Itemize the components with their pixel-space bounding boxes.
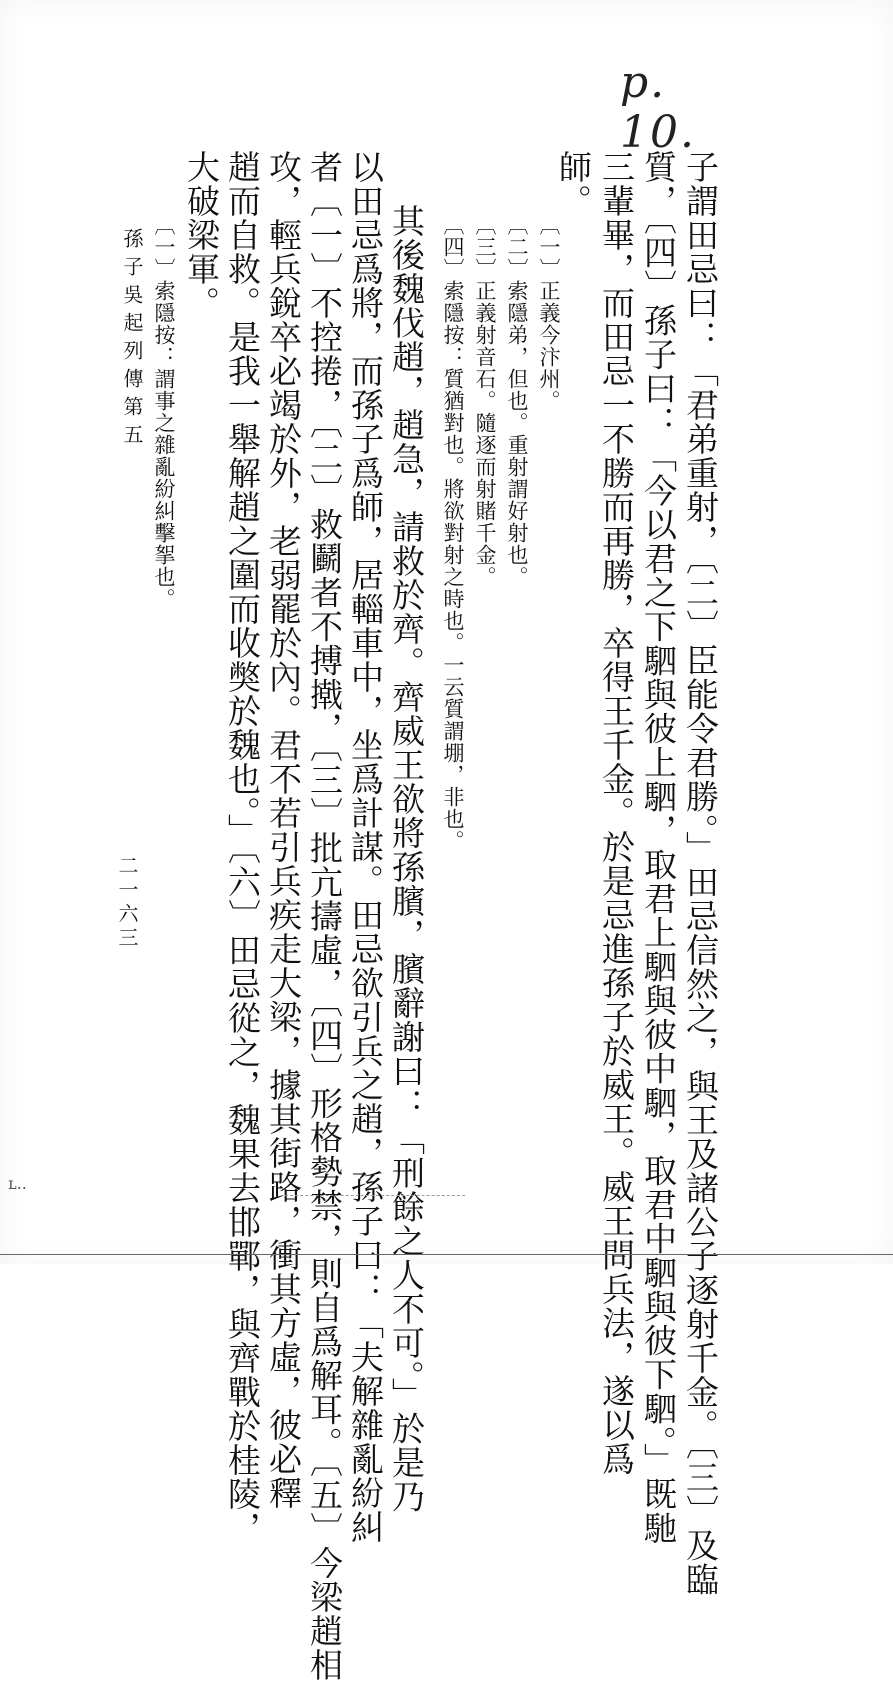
- text-column: 大破梁軍。: [182, 150, 221, 320]
- text-column: 其後魏伐趙，趙急，請救於齊。齊威王欲將孫臏，臏辭謝曰：「刑餘之人不可。」於是乃: [387, 204, 426, 1514]
- text-column: 以田忌爲將，而孫子爲師，居輜車中，坐爲計謀。田忌欲引兵之趙，孫子曰：「夫解雜亂紛糾: [346, 150, 385, 1544]
- page-bottom-edge: [0, 1254, 893, 1255]
- scan-artifact-line: [285, 1195, 465, 1196]
- running-head: 孫子吳起列傳第五: [120, 228, 144, 452]
- handwritten-page-note: p. 10.: [620, 57, 696, 158]
- text-column: 攻，輕兵銳卒必竭於外，老弱罷於內。君不若引兵疾走大梁，據其街路，衝其方虛，彼必釋: [264, 150, 303, 1510]
- note-column: 〔三〕正義射音石。隨逐而射賭千金。: [473, 214, 497, 588]
- text-column: 三輩畢，而田忌一不勝而再勝，卒得王千金。於是忌進孫子於威王。威王問兵法，遂以爲: [597, 150, 636, 1476]
- text-column: 質，〔四〕孫子曰：「今以君之下駟與彼上駟，取君上駟與彼中駟，取君中駟與彼下駟。」既馳: [639, 150, 678, 1545]
- note-column: 〔四〕索隱按：質猶對也。將欲對射之時也。一云質謂堋，非也。: [441, 214, 465, 852]
- scan-mark: ʟ..: [8, 1174, 27, 1193]
- text-column: 趙而自救。是我一舉解趙之圍而收獘於魏也。」〔六〕田忌從之，魏果去邯鄲，與齊戰於桂陵，: [223, 150, 262, 1545]
- text-column: 者〔一〕不控捲，〔二〕救鬬者不搏撠，〔三〕批亢擣虛，〔四〕形格勢禁，則自爲解耳。〔五〕今梁趙相: [305, 150, 344, 1682]
- page-number: 二一六三: [115, 855, 139, 951]
- note-column: 〔二〕索隱弟，但也。重射謂好射也。: [505, 214, 529, 588]
- note-column: 〔一〕正義今汴州。: [537, 214, 561, 412]
- text-column: 子謂田忌曰：「君弟重射，〔二〕臣能令君勝。」田忌信然之，與王及諸公子逐射千金。〔三〕及臨: [681, 150, 720, 1597]
- text-column: 師。: [554, 150, 593, 218]
- footnote: 〔一〕索隱按：謂事之雜亂紛糾擊挐也。: [152, 214, 176, 610]
